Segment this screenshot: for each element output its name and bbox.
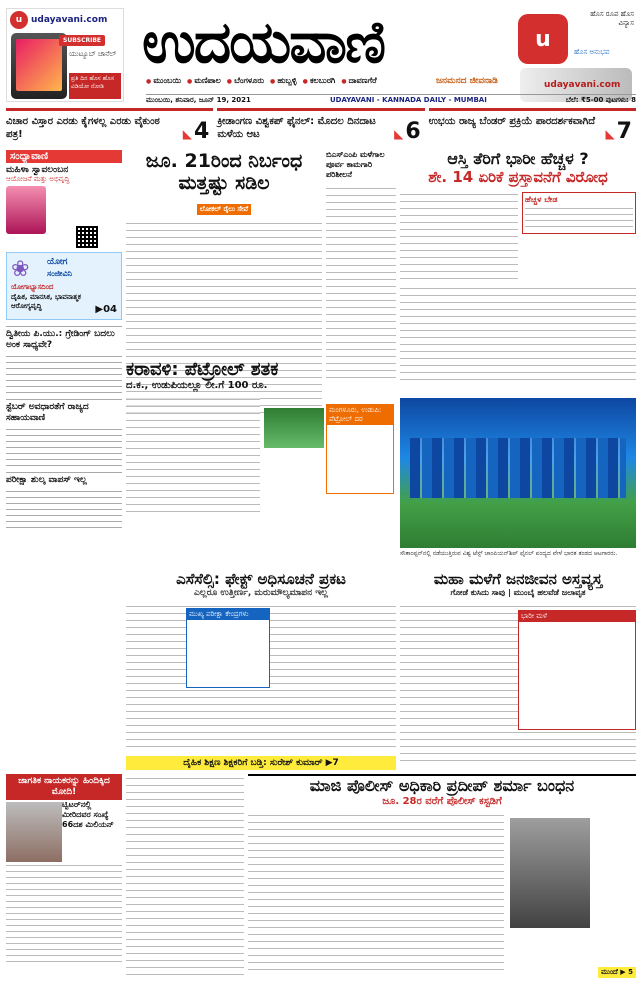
story-body	[6, 488, 122, 528]
page-ref: ◣ 7	[605, 119, 632, 144]
story-body	[6, 353, 122, 393]
udayavani-logo-icon: u	[10, 11, 28, 29]
tax-body2	[400, 284, 636, 384]
ad-text: ಹೊಸ ರೂಪ ಹೊಸ ವಿನ್ಯಾಸ	[590, 10, 634, 27]
tax-headline: ಆಸ್ತಿ ತೆರಿಗೆ ಭಾರೀ ಹೆಚ್ಚಳ ?	[447, 149, 589, 168]
modi-photo	[6, 802, 62, 862]
rain-headline: ಮಹಾ ಮಳೆಗೆ ಜನಜೀವನ ಅಸ್ತವ್ಯಸ್ತ	[433, 570, 603, 588]
sidebar-story[interactable]	[6, 472, 122, 528]
sidebar-story[interactable]	[6, 326, 122, 393]
sidebar-feature	[6, 186, 122, 248]
dateline	[146, 94, 636, 106]
teaser[interactable]	[429, 108, 636, 146]
nav-item: ● ಕಲಬುರಗಿ	[303, 76, 336, 86]
yellow-teaser[interactable]: ದೈಹಿಕ ಶಿಕ್ಷಣ ಶಿಕ್ಷಕರಿಗೆ ಬಡ್ತಿ: ಸುರೇಶ್ ಕುಮಾರ್ ▶7	[126, 756, 396, 770]
petrol-headline: ಕರಾವಳಿ: ಪೆಟ್ರೋಲ್ ಶತಕ	[126, 359, 279, 380]
yoga-title2: ಸಂಜೀವಿನಿ	[47, 269, 73, 278]
rain-story[interactable]	[400, 570, 636, 762]
box-title: ಭಾರೀ ಮಳೆ	[519, 611, 635, 622]
story-body	[6, 426, 122, 466]
edition-nav	[146, 76, 377, 86]
page-ref: ◣ 6	[394, 119, 421, 144]
fuel-pump-photo	[264, 408, 324, 448]
modi-text: ಟ್ವಿಟರ್‌ನಲ್ಲಿ ಮೀರಿದವರ ಸಂಖ್ಯೆ 66ದಶ ಮಿಲಿಯನ್	[62, 800, 114, 829]
box-title: ಮುಖ್ಯ ಪರೀಕ್ಷಾ ಕೇಂದ್ರಗಳು	[187, 609, 269, 620]
tax-story[interactable]	[400, 150, 636, 384]
nav-item: ● ದಾವಣಗೆರೆ	[341, 76, 376, 86]
lead-badge: ಲೋಕಲ್ ರೈಲು ಸೇವೆ	[197, 204, 251, 215]
yoga-desc: ದೈಹಿಕ, ಮಾನಸಿಕ, ಭಾವನಾತ್ಮಕ ಆರೋಗ್ಯವೃದ್ಧಿ	[11, 293, 81, 310]
edition: UDAYAVANI - KANNADA DAILY - MUMBAI	[329, 96, 487, 104]
photo-caption: ಸೌತಾಂಪ್ಟನ್‌ನಲ್ಲಿ ನಡೆಯುತ್ತಿರುವ ವಿಶ್ವ ಟೆಸ್ಟ್ ಚಾಂಪಿಯನ್‌ಶಿಪ್ ಫೈನಲ್ ಪಂದ್ಯದ ವೇಳೆ ಭಾರತ ತಂಡದ ಆಟಗಾರರು.	[400, 550, 618, 557]
tax-box	[522, 192, 636, 234]
sidebar-story[interactable]	[6, 399, 122, 466]
lead-headline: ಜೂ. 21ರಿಂದ ನಿರ್ಬಂಧ ಮತ್ತಷ್ಟು ಸಡಿಲ	[145, 150, 303, 194]
date: ಮುಂಬಯಿ, ಶನಿವಾರ, ಜೂನ್ 19, 2021	[146, 96, 251, 104]
ad-bottom: ಪ್ರತಿ ದಿನ ಹೊಸ ಹೊಸ ವಿಡಿಯೋ ನೋಡಿ	[69, 73, 121, 99]
left-sidebar	[6, 150, 122, 740]
petrol-story[interactable]	[126, 360, 394, 515]
sharma-body	[248, 811, 504, 971]
sharma-story[interactable]	[248, 774, 636, 971]
price: ಬೆಲೆ: ₹5-00 ಪುಟಗಳು: 8	[565, 96, 636, 104]
modi-story[interactable]	[6, 774, 122, 978]
page-ref: ◣ 4	[183, 119, 210, 144]
ad-site: udayavani.com	[31, 15, 108, 25]
sharma-sub: ಜೂ. 28ರ ವರೆಗೆ ಪೊಲೀಸ್ ಕಸ್ಟಡಿಗೆ	[382, 796, 502, 807]
tax-body	[400, 190, 518, 280]
teaser-text: ವಿಚಾರ ವಿಸ್ತಾರ ಎರಡು ಕೈಗಳಲ್ಲ ಎರಡು ವೈಕುಂಠ ಪತ್ರ!	[6, 116, 160, 140]
bottom-column	[126, 774, 244, 978]
nav-item: ● ಮಣಿಪಾಲ	[187, 76, 221, 86]
column-body	[326, 184, 396, 384]
petrol-box	[326, 404, 394, 494]
tagline: ಜನಮನದ ಜೀವನಾಡಿ	[436, 76, 498, 86]
box-title: ಹೆಚ್ಚಳ ಬೇಡ	[525, 195, 558, 204]
teaser[interactable]	[217, 108, 424, 146]
website-ad[interactable]	[518, 8, 636, 102]
petrol-body	[126, 395, 260, 515]
qr-code-icon	[76, 226, 98, 248]
story-headline: ಸ್ಟೆಬರ್ ಅವಧಾರತೆಗೆ ರಾಜ್ಯದ ಸಹಾಯವಾಣಿ	[6, 402, 89, 423]
nav-item: ● ಬೆಂಗಳೂರು	[227, 76, 264, 86]
ad-text2: ಹೊಸ ಅನುಭವ	[574, 48, 610, 56]
teaser-strip	[6, 108, 636, 146]
ad-brand	[7, 9, 123, 31]
nav-item: ● ಮುಂಬಯಿ	[146, 76, 181, 86]
cricket-team-photo[interactable]	[400, 398, 636, 548]
ad-text: ಯುಟ್ಯೂಬ್ ಚಾನೆಲ್	[69, 50, 117, 58]
petrol-sub: ದ.ಕ., ಉಡುಪಿಯಲ್ಲೂ ಲೀ.ಗೆ 100 ರೂ.	[126, 380, 268, 391]
modi-headline: ಜಾಗತಿಕ ನಾಯಕರನ್ನು ಹಿಂದಿಕ್ಕಿದ ಮೋದಿ!	[6, 774, 122, 800]
sharma-headline: ಮಾಜಿ ಪೊಲೀಸ್ ಅಧಿಕಾರಿ ಪ್ರದೀಪ್ ಶರ್ಮಾ ಬಂಧನ	[248, 774, 636, 796]
tax-sub: ಶೇ. 14 ಏರಿಕೆ ಪ್ರಸ್ತಾವನೆಗೆ ವಿರೋಧ	[428, 168, 608, 186]
youtube-ad[interactable]	[6, 8, 124, 102]
story-headline: ಪರೀಕ್ಷಾ ಶುಲ್ಕ ವಾಪಸ್ ಇಲ್ಲ	[6, 475, 87, 485]
yoga-sub: ಯೋಗಾಭ್ಯಾಸದಿಂದ	[11, 283, 54, 291]
sharma-photo	[510, 818, 590, 928]
udayavani-app-icon: u	[518, 14, 568, 64]
box-title: ಮಂಗಳೂರು, ಉಡುಪಿ: ಪೆಟ್ರೋಲ್ ದರ	[327, 405, 393, 425]
teaser-text: ಕ್ರೀಡಾಂಗಣ ವಿಶ್ವಕಪ್ ಫೈನಲ್: ಮೊದಲ ದಿನದಾಟ ಮಳೆಯ ಆಟ	[217, 116, 376, 140]
section-header: ಸಂಧ್ಯಾವಾಣಿ	[6, 150, 122, 163]
column-headline: ಬಿಎಸ್ಎಂಪಿ ಮಳೆಗಾಲ ಪೂರ್ವ ಕಾಮಗಾರಿ ಪರಿಶೀಲನೆ	[326, 150, 385, 179]
masthead	[0, 0, 640, 104]
author-photo	[6, 186, 46, 234]
modi-body	[6, 862, 122, 962]
sidebar-story-sub: ಆಯೋಜನೆ ಮತ್ತು ಅಭಿವೃದ್ಧಿ	[6, 175, 70, 183]
sslc-headline: ಎಸೆಸೆಲ್ಸಿ: ಫೇಕ್ಟ್ ಅಧಿಸೂಚನೆ ಪ್ರಕಟ	[176, 570, 346, 588]
paper-title: ಉದಯವಾಣಿ	[142, 8, 385, 76]
sslc-story[interactable]	[126, 570, 396, 752]
ad-site: udayavani.com	[544, 80, 621, 90]
page-ref: ▶04	[95, 304, 117, 315]
rain-box	[518, 610, 636, 730]
column-story[interactable]	[326, 150, 396, 384]
sslc-box	[186, 608, 270, 688]
teaser[interactable]	[6, 108, 213, 146]
subscribe-button[interactable]: SUBSCRIBE	[59, 35, 105, 46]
teaser-text: ಉಭಯ ರಾಜ್ಯ ಬೆಂಡರ್ ಪ್ರಕ್ರಿಯೆ ಪಾರದರ್ಶಕವಾಗಿದೆ	[428, 116, 596, 127]
story-headline: ದ್ವಿತೀಯ ಪಿ.ಯು.: ಗ್ರೇಡಿಂಗ್ ಬದಲು ಅಂಕ ಸಾಧ್ಯವೇ?	[6, 329, 115, 350]
page-ref: ಮುಂದೆ ▶ 5	[598, 967, 636, 978]
yoga-promo[interactable]	[6, 252, 122, 320]
sslc-sub: ಎಲ್ಲರೂ ಉತ್ತೀರ್ಣ, ಮರುಮೌಲ್ಯಮಾಪನ ಇಲ್ಲ	[194, 588, 328, 598]
rain-sub: ಗೋಡೆ ಕುಸಿದು ಸಾವು | ಮುಂಬೈ ಹಲವೆಡೆ ಜಲಾವೃತ	[450, 588, 586, 597]
nav-item: ● ಹುಬ್ಬಳ್ಳಿ	[270, 76, 297, 86]
lotus-icon: ❀	[11, 257, 30, 282]
box-body	[525, 205, 633, 231]
sidebar-story-title[interactable]: ಮಹಿಳಾ ಸ್ವಾವಲಂಬನ	[6, 165, 69, 175]
yoga-title: ಯೋಗ	[47, 257, 68, 267]
